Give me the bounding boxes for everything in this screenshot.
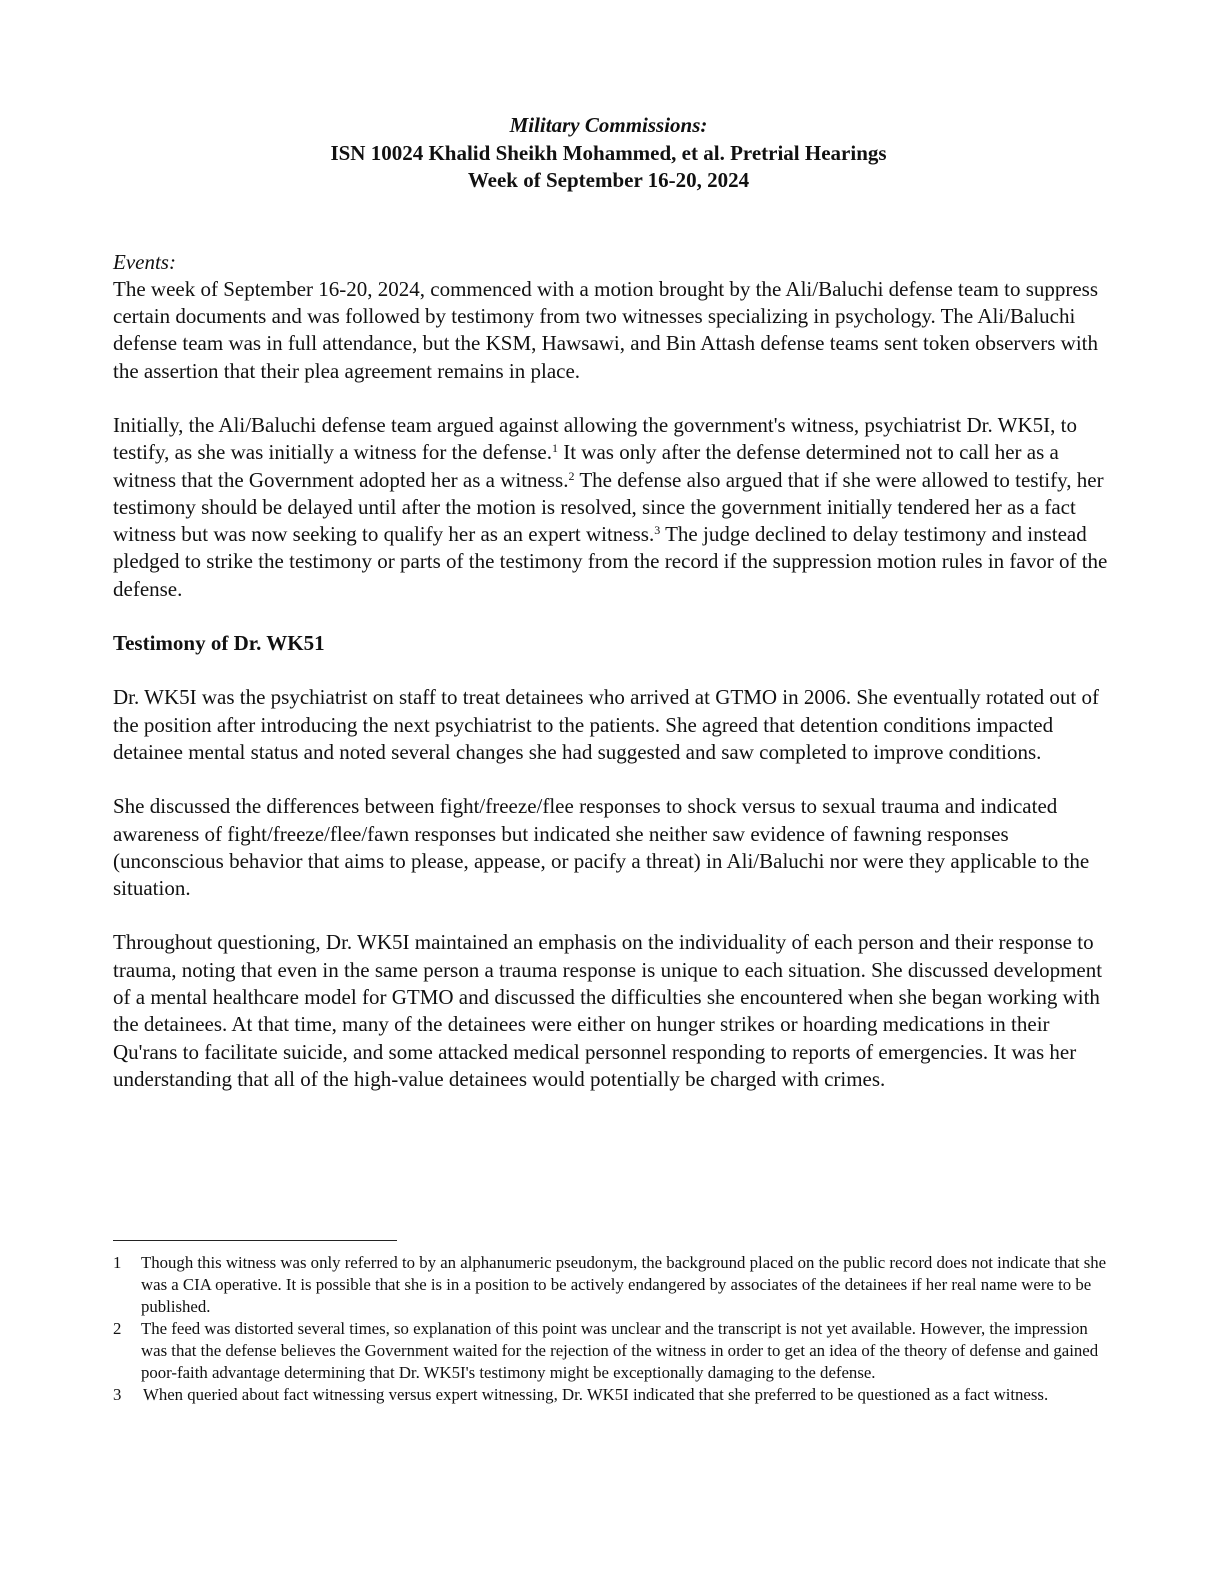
events-p2-text-d: The judge declined to delay testimony and instead pledged to strike the testimony or parts of the testimony from the record if the suppression motion rules in favor of the defense. xyxy=(113,522,1108,601)
events-p2-text-b: It was only after the defense determined not to call her as a witness that the Government adopted her as a witness. xyxy=(113,440,1059,492)
footnote-text: Though this witness was only referred to by an alphanumeric pseudonym, the background placed on the public record does not indicate that she was a CIA operative. It is possible that she is in a position to be actively endangered by associates of the detainees if her real name were to be published. xyxy=(141,1253,1107,1316)
testimony-paragraph-1: Dr. WK5I was the psychiatrist on staff to treat detainees who arrived at GTMO in 2006. She eventually rotated out of the position after introducing the next psychiatrist to the patients. She agreed that detention conditions impacted detainee mental status and noted several changes she had suggested and saw completed to improve conditions. xyxy=(113,685,1099,764)
footnote-text: The feed was distorted several times, so explanation of this point was unclear and the transcript is not yet available. However, the impression was that the defense believes the Government waited for the rejection of the witness in order to get an idea of the theory of defense and gained poor-faith advantage determining that Dr. WK5I's testimony might be exceptionally damaging to the defense. xyxy=(141,1319,1099,1382)
testimony-paragraph-3: Throughout questioning, Dr. WK5I maintained an emphasis on the individuality of each person and their response to trauma, noting that even in the same person a trauma response is unique to each situation. She discussed development of a mental healthcare model for GTMO and discussed the difficulties she encountered when she began working with the detainees. At that time, many of the detainees were either on hunger strikes or hoarding medications in their Qu'rans to facilitate suicide, and some attacked medical personnel responding to reports of emergencies. It was her understanding that all of the high-value detainees would potentially be charged with crimes. xyxy=(113,930,1103,1091)
footnote-1 xyxy=(113,1252,1108,1318)
footnote-divider xyxy=(113,1240,397,1241)
footnote-number: 1 xyxy=(113,1253,122,1272)
events-p2-text-a: Initially, the Ali/Baluchi defense team argued against allowing the government's witness, psychiatrist Dr. WK5I, to testify, as she was initially a witness for the defense. xyxy=(113,412,1077,465)
footnotes xyxy=(113,1252,1108,1406)
footnote-ref-3[interactable]: 3 xyxy=(654,523,661,538)
footnote-2 xyxy=(113,1318,1108,1384)
document-title xyxy=(113,112,1104,195)
title-line-1: Military Commissions: xyxy=(509,113,708,137)
footnote-number: 2 xyxy=(113,1319,122,1338)
footnote-3 xyxy=(113,1384,1108,1406)
title-line-3: Week of September 16-20, 2024 xyxy=(467,168,750,192)
title-line-2: ISN 10024 Khalid Sheikh Mohammed, et al. Pretrial Hearings xyxy=(330,140,887,165)
testimony-heading: Testimony of Dr. WK51 xyxy=(113,631,325,656)
footnote-number: 3 xyxy=(113,1385,122,1404)
events-p2-text-c: The defense also argued that if she were allowed to testify, her testimony should be delayed until after the motion is resolved, since the government initially tendered her as a fact witness but was now seeking to qualify her as an expert witness. xyxy=(113,467,1104,547)
events-label: Events: xyxy=(113,249,176,274)
events-paragraph-1: The week of September 16-20, 2024, commenced with a motion brought by the Ali/Baluchi defense team to suppress certain documents and was followed by testimony from two witnesses specializing in psychology. The Ali/Baluchi defense team was in full attendance, but the KSM, Hawsawi, and Bin Attash defense teams sent token observers with the assertion that their plea agreement remains in place. xyxy=(113,276,1099,383)
testimony-paragraph-2: She discussed the differences between fight/freeze/flee responses to shock versus to sexual trauma and indicated awareness of fight/freeze/flee/fawn responses but indicated she neither saw evidence of fawning responses (unconscious behavior that aims to please, appease, or pacify a threat) in Ali/Baluchi nor were they applicable to the situation. xyxy=(113,794,1090,901)
document-body xyxy=(113,112,1108,1093)
footnote-text: When queried about fact witnessing versus expert witnessing, Dr. WK5I indicated that she preferred to be questioned as a fact witness. xyxy=(143,1385,1049,1404)
events-paragraph-2 xyxy=(113,412,1108,603)
footnote-ref-2[interactable]: 2 xyxy=(568,468,575,483)
footnote-ref-1[interactable]: 1 xyxy=(551,441,558,456)
